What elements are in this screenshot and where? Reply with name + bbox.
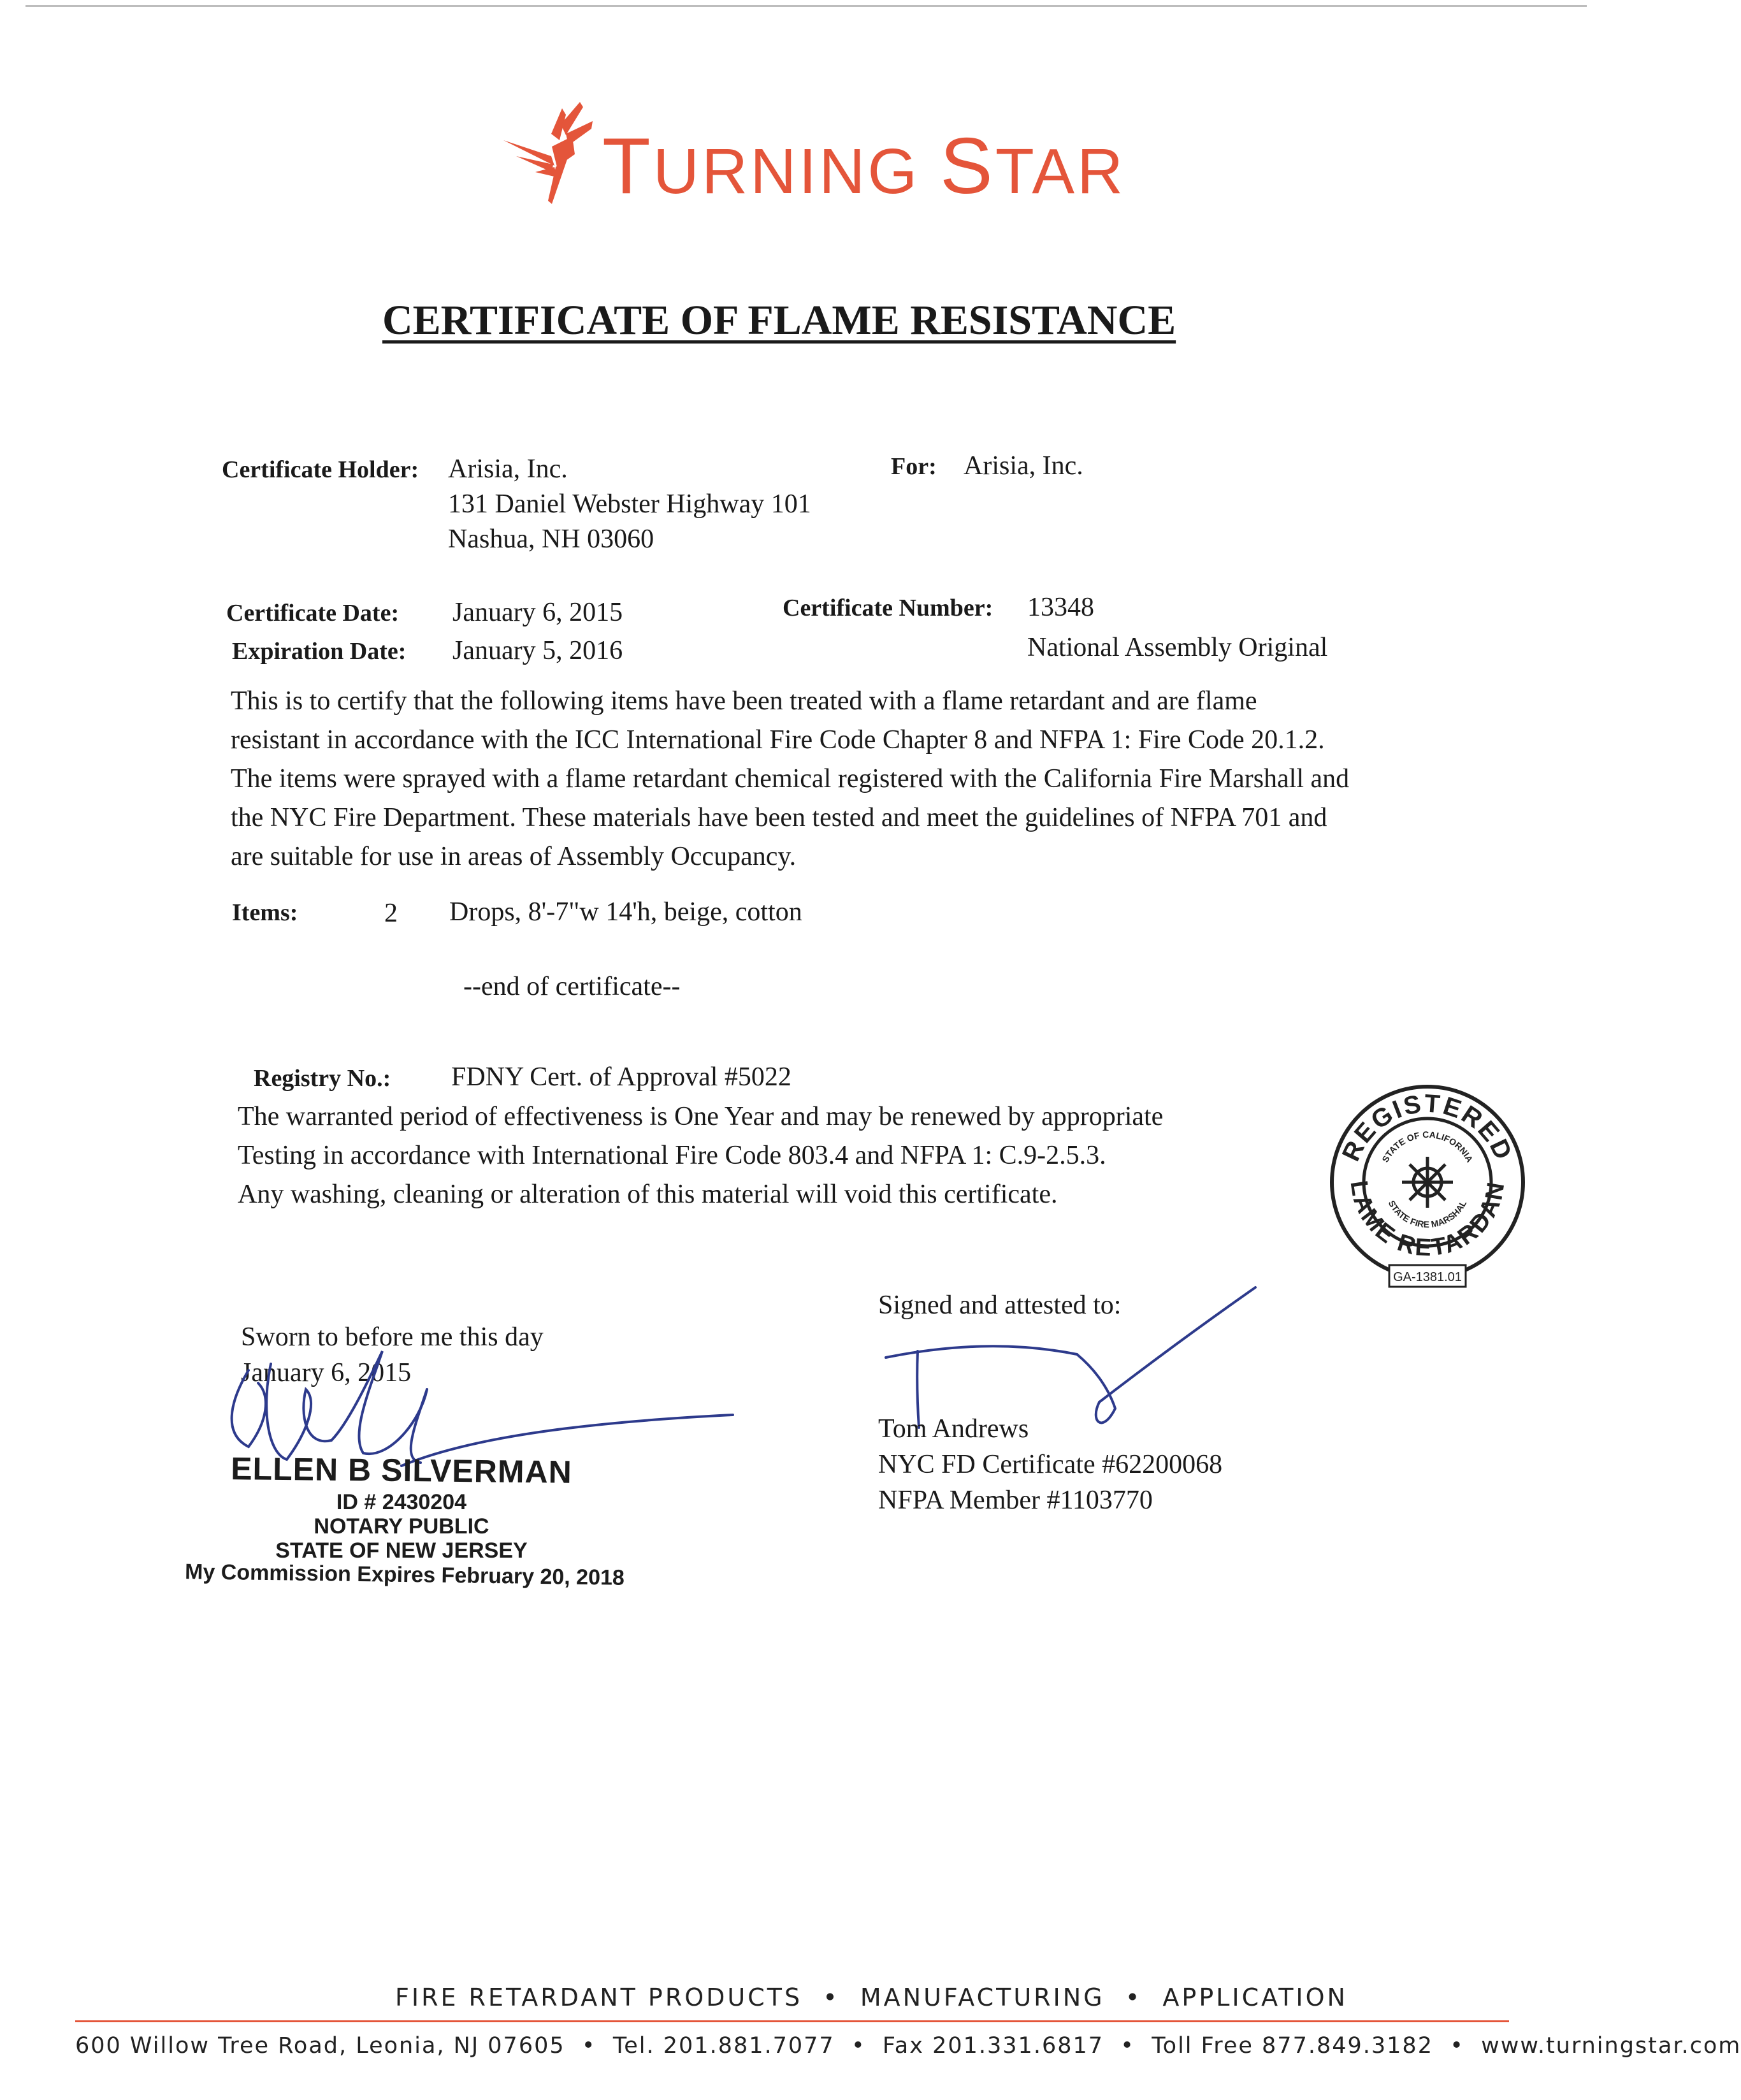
for-label: For: [891,453,937,480]
footer-website-link[interactable]: www.turningstar.com [1481,2033,1741,2059]
holder-address-2: Nashua, NH 03060 [448,525,654,554]
registered-seal [1326,1071,1529,1294]
signer-name: Tom Andrews [878,1414,1029,1444]
footer-fax: Fax 201.331.6817 [882,2033,1104,2059]
sworn-statement: Sworn to before me this day [241,1322,544,1352]
bullet-icon: • [1115,1983,1153,2011]
for-value: Arisia, Inc. [964,451,1083,481]
bullet-icon: • [573,2033,605,2059]
scan-edge [25,5,1587,7]
items-quantity: 2 [384,899,398,928]
star-flame-icon [491,96,599,210]
items-label: Items: [232,899,298,926]
statement-line: are suitable for use in areas of Assembly Occupancy. [231,842,797,871]
statement-line: This is to certify that the following items have been treated with a flame retardant and are flame [231,686,1257,716]
items-description: Drops, 8'-7"w 14'h, beige, cotton [449,897,802,927]
warranty-line: The warranted period of effectiveness is One Year and may be renewed by appropriate [238,1102,1164,1131]
certificate-date-label: Certificate Date: [226,600,400,626]
warranty-statement [238,1097,1163,1214]
footer-address: 600 Willow Tree Road, Leonia, NJ 07605 [75,2033,565,2059]
holder-address-1: 131 Daniel Webster Highway 101 [448,489,811,519]
signer-fd-certificate: NYC FD Certificate #62200068 [878,1450,1223,1479]
svg-text:REGISTERED: REGISTERED [1336,1089,1519,1166]
notary-name: ELLEN B SILVERMAN [230,1451,573,1490]
warranty-line: Any washing, cleaning or alteration of this material will void this certificate. [238,1180,1058,1209]
svg-text:STATE FIRE MARSHAL: STATE FIRE MARSHAL [1386,1198,1469,1230]
svg-text:FLAME RETARDANT: LAME RETARDAN [1345,1178,1510,1262]
notary-state: STATE OF NEW JERSEY [275,1539,528,1563]
warranty-line: Testing in accordance with International Fire Code 803.4 and NFPA 1: C.9-2.5.3. [238,1141,1106,1170]
footer-service: MANUFACTURING [860,1983,1105,2011]
company-logo [491,96,1128,217]
svg-text:STATE OF CALIFORNIA: STATE OF CALIFORNIA [1380,1129,1475,1164]
certificate-date-value: January 6, 2015 [452,598,623,627]
footer-tel: Tel. 201.881.7077 [612,2033,835,2059]
certificate-number-value: 13348 [1027,593,1094,622]
page-title: CERTIFICATE OF FLAME RESISTANCE [382,297,1176,344]
bullet-icon: • [842,2033,874,2059]
end-of-certificate: --end of certificate-- [463,972,681,1001]
statement-line: The items were sprayed with a flame retardant chemical registered with the California Fire Marshall and [231,764,1350,793]
notary-id: ID # 2430204 [336,1490,467,1514]
expiration-date-value: January 5, 2016 [452,636,623,665]
registry-value: FDNY Cert. of Approval #5022 [451,1062,791,1092]
bullet-icon: • [1441,2033,1473,2059]
fire-emblem-icon [1402,1157,1453,1208]
notary-role: NOTARY PUBLIC [314,1514,489,1539]
holder-name: Arisia, Inc. [448,454,568,484]
signer-heading: Signed and attested to: [878,1291,1122,1320]
sworn-date: January 6, 2015 [241,1358,412,1387]
svg-text:GA-1381.01: GA-1381.01 [1393,1270,1462,1284]
footer-rule [75,2020,1509,2022]
certification-statement [231,682,1349,876]
certificate-number-label: Certificate Number: [783,595,993,621]
footer-contact [75,2033,1741,2059]
bullet-icon: • [1112,2033,1144,2059]
signer-nfpa-membership: NFPA Member #1103770 [878,1486,1153,1515]
brand-name: TURNING STAR [602,122,1126,210]
assembly-note: National Assembly Original [1027,633,1328,662]
footer-services [395,1983,1348,2011]
footer-service: FIRE RETARDANT PRODUCTS [395,1983,803,2011]
holder-label: Certificate Holder: [222,456,419,483]
statement-line: the NYC Fire Department. These materials have been tested and meet the guidelines of NFPA 701 and [231,803,1327,832]
footer-tollfree: Toll Free 877.849.3182 [1152,2033,1433,2059]
bullet-icon: • [813,1983,850,2011]
statement-line: resistant in accordance with the ICC International Fire Code Chapter 8 and NFPA 1: Fire Code 20.1.2. [231,725,1325,755]
footer-service: APPLICATION [1162,1983,1348,2011]
expiration-date-label: Expiration Date: [232,638,407,665]
registry-label: Registry No.: [254,1065,391,1092]
notary-expiration: My Commission Expires February 20, 2018 [184,1560,625,1590]
